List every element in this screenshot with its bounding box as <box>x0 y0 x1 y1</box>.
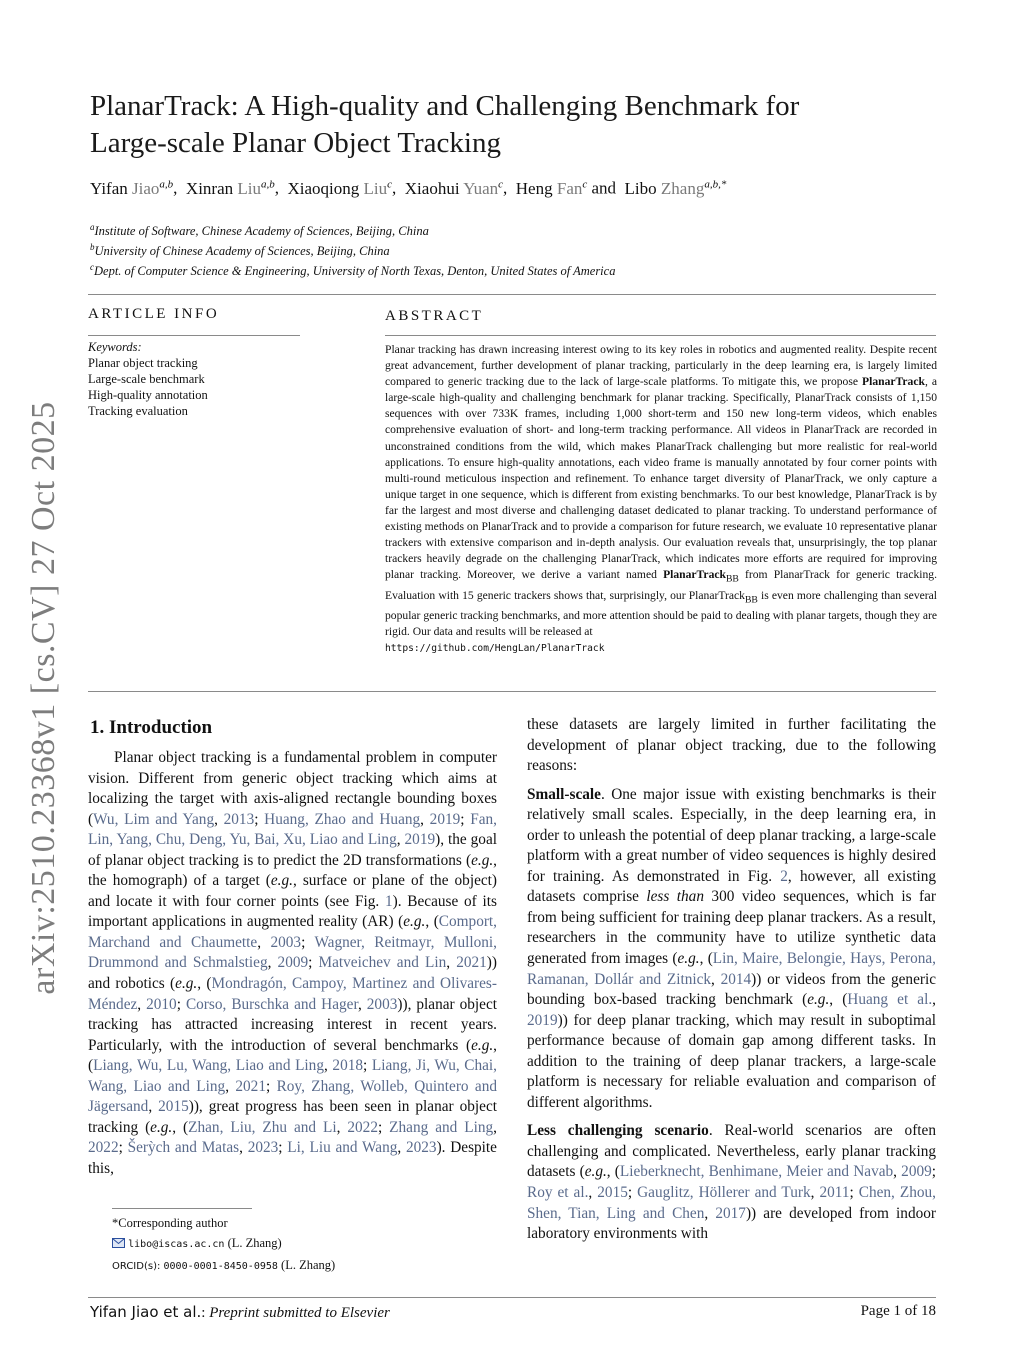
divider <box>88 335 300 336</box>
affiliation-c: $^c$Dept. of Computer Science & Engineering, University of North Texas, Denton, United States of America <box>90 262 616 279</box>
email-link[interactable]: libo@iscas.ac.cn <box>128 1239 225 1250</box>
keyword: Tracking evaluation <box>88 404 188 418</box>
paragraph: Less challenging scenario. Real-world scenarios are often challenging and complicated. Nevertheless, early planar tracking datasets (e.g., (Lieberknecht, Benhimane, Meier and Navab, 2009; Roy et al., 2015; Gauglitz, Höllerer and Turk, 2011; Chen, Zhou, Shen, Tian, Ling and Chen, 2017)) are developed from indoor laboratory environments with <box>527 1122 937 1243</box>
title-line-1: PlanarTrack: A High-quality and Challenging Benchmark for <box>90 90 800 122</box>
author: Xiaohui Yuan$^c$ <box>404 178 504 198</box>
divider <box>88 294 936 295</box>
footer-rule <box>88 1297 936 1298</box>
affiliation-a: $^a$Institute of Software, Chinese Academy of Sciences, Beijing, China <box>90 222 429 239</box>
arxiv-identifier <box>14 385 74 1010</box>
footer-left: Yifan Jiao et al.: Preprint submitted to Elsevier <box>90 1303 390 1321</box>
corresponding-author: *Corresponding author <box>112 1216 228 1230</box>
keyword: High-quality annotation <box>88 388 208 402</box>
author-list: Yifan Jiao$^{a,b}$, Xinran Liu$^{a,b}$, Xiaoqiong Liu$^c$, Xiaohui Yuan$^c$, Heng Fan$^c$ and Libo Zhang$^{a,b,*}$ <box>90 178 727 198</box>
orcid-line: ORCID(s): 0000-0001-8450-0958 (L. Zhang) <box>112 1258 336 1272</box>
keyword: Large-scale benchmark <box>88 372 205 386</box>
authors-and: and <box>591 178 617 198</box>
author: Heng Fan$^c$ <box>515 178 588 198</box>
title-line-2: Large-scale Planar Object Tracking <box>90 127 501 159</box>
paragraph: these datasets are largely limited in further facilitating the development of planar object tracking, due to the following reasons: <box>527 716 936 775</box>
keyword: Planar object tracking <box>88 356 198 370</box>
orcid-id[interactable]: 0000-0001-8450-0958 <box>163 1261 278 1272</box>
abstract-heading: ABSTRACT <box>385 308 484 324</box>
page-number: Page 1 of 18 <box>860 1303 936 1319</box>
paragraph: Small-scale. One major issue with existing benchmarks is their relatively small scales. Especially, in the deep learning era, in order to unleash the potential of deep planar tracking, a large-scale platform with a great number of video sequences is highly desired for training. As demonstrated in Fig. 2, however, all existing datasets comprise less than 300 video sequences, which is far from being sufficient for training deep planar trackers. As a result, researchers in the community have to utilize synthetic data generated from images (e.g., (Lin, Maire, Belongie, Hays, Perona, Ramanan, Dollár and Zitnick, 2014)) or videos from the generic bounding box-based tracking benchmark (e.g., (Huang et al., 2019)) for deep planar tracking, which may result in suboptimal performance because of domain gap among different tasks. In addition to the training of deep planar trackers, a large-scale platform is necessary for reliable evaluation and comparison of different algorithms. <box>527 785 936 1111</box>
paper-title <box>90 88 950 162</box>
affiliation-b: $^b$University of Chinese Academy of Sciences, Beijing, China <box>90 242 390 259</box>
author: Xiaoqiong Liu$^c$ <box>287 178 393 198</box>
paragraph: Planar object tracking is a fundamental problem in computer vision. Different from generic object tracking which aims at localizing the target with axis-aligned rectangle bounding boxes (Wu, Lim and Yang, 2013; Huang, Zhao and Huang, 2019; Fan, Lin, Yang, Chu, Deng, Yu, Bai, Xu, Liao and Ling, 2019), the goal of planar object tracking is to predict the 2D transformations (e.g., the homograph) of a target (e.g., surface or plane of the object) and locate it with four corner points (see Fig. 1). Because of its important applications in augmented reality (AR) (e.g., (Comport, Marchand and Chaumette, 2003; Wagner, Reitmayr, Mulloni, Drummond and Schmalstieg, 2009; Matveichev and Lin, 2021)) and robotics (e.g., (Mondragón, Campoy, Martinez and Olivares-Méndez, 2010; Corso, Burschka and Hager, 2003)), planar object tracking has attracted increasing interest in recent years. Particularly, with the introduction of several benchmarks (e.g., (Liang, Wu, Lu, Wang, Liao and Ling, 2018; Liang, Ji, Wu, Chai, Wang, Liao and Ling, 2021; Roy, Zhang, Wolleb, Quintero and Jägersand, 2015)), great progress has been seen in planar object tracking (e.g., (Zhan, Liu, Zhu and Li, 2022; Zhang and Ling, 2022; Šerỳch and Matas, 2023; Li, Liu and Wang, 2023). Despite this, <box>88 749 498 1177</box>
keywords-label: Keywords: <box>88 340 142 354</box>
abstract-body: Planar tracking has drawn increasing interest owing to its key roles in robotics and augmented reality. Despite recent great advancement, further development of planar tracking, particularly in the deep learning era, is largely limited compared to generic tracking due to the lack of large-scale platforms. To mitigate this, we propose PlanarTrack, a large-scale high-quality and challenging benchmark for planar tracking. Specifically, PlanarTrack consists of 1,150 sequences with over 733K frames, including 1,000 short-term and 150 new long-term videos, which enables comprehensive evaluation of short- and long-term tracking performance. All videos in PlanarTrack are recorded in unconstrained conditions from the wild, which makes PlanarTrack challenging but more realistic for real-world applications. To ensure high-quality annotations, each video frame is manually annotated by four corner points with multi-round meticulous inspection and refinement. To enhance target diversity of PlanarTrack, we only capture a unique target in one sequence, which is different from existing benchmarks. To our best knowledge, PlanarTrack is by far the largest and most diverse and challenging dataset dedicated to planar tracking. To understand performance of existing methods on PlanarTrack and to provide a comparison for future research, we evaluate 10 representative planar trackers with extensive comparison and in-depth analysis. Our evaluation reveals that, unsurprisingly, the top planar trackers heavily degrade on the challenging PlanarTrack, which indicates more efforts are required for improving planar tracking. Moreover, we derive a variant named PlanarTrack$_{BB}$ from PlanarTrack for generic tracking. Evaluation with 15 generic trackers shows that, surprisingly, our PlanarTrack$_{BB}$ is even more challenging than several popular generic tracking benchmarks, and more attention should be paid to dealing with planar targets, though they are rigid. Our data and results will be released at https://github.com/HengLan/PlanarTrack <box>385 343 937 655</box>
footnote-rule <box>112 1208 252 1209</box>
author: Yifan Jiao$^{a,b}$ <box>90 178 174 198</box>
divider <box>88 691 936 692</box>
author: Xinran Liu$^{a,b}$ <box>185 178 275 198</box>
section-heading: 1. Introduction <box>90 717 213 738</box>
footnote <box>112 1213 335 1277</box>
intro-right-column <box>527 715 936 1245</box>
arxiv-id-text: arXiv:2510.23368v1 [cs.CV] 27 Oct 2025 <box>25 400 62 995</box>
author: Libo Zhang$^{a,b,*}$ <box>624 178 727 198</box>
email-line: libo@iscas.ac.cn (L. Zhang) <box>112 1233 335 1255</box>
repo-url[interactable]: https://github.com/HengLan/PlanarTrack <box>385 643 605 655</box>
divider <box>385 335 936 336</box>
intro-left-column <box>88 748 497 1179</box>
envelope-icon <box>112 1234 125 1254</box>
article-info-heading: ARTICLE INFO <box>88 306 220 322</box>
